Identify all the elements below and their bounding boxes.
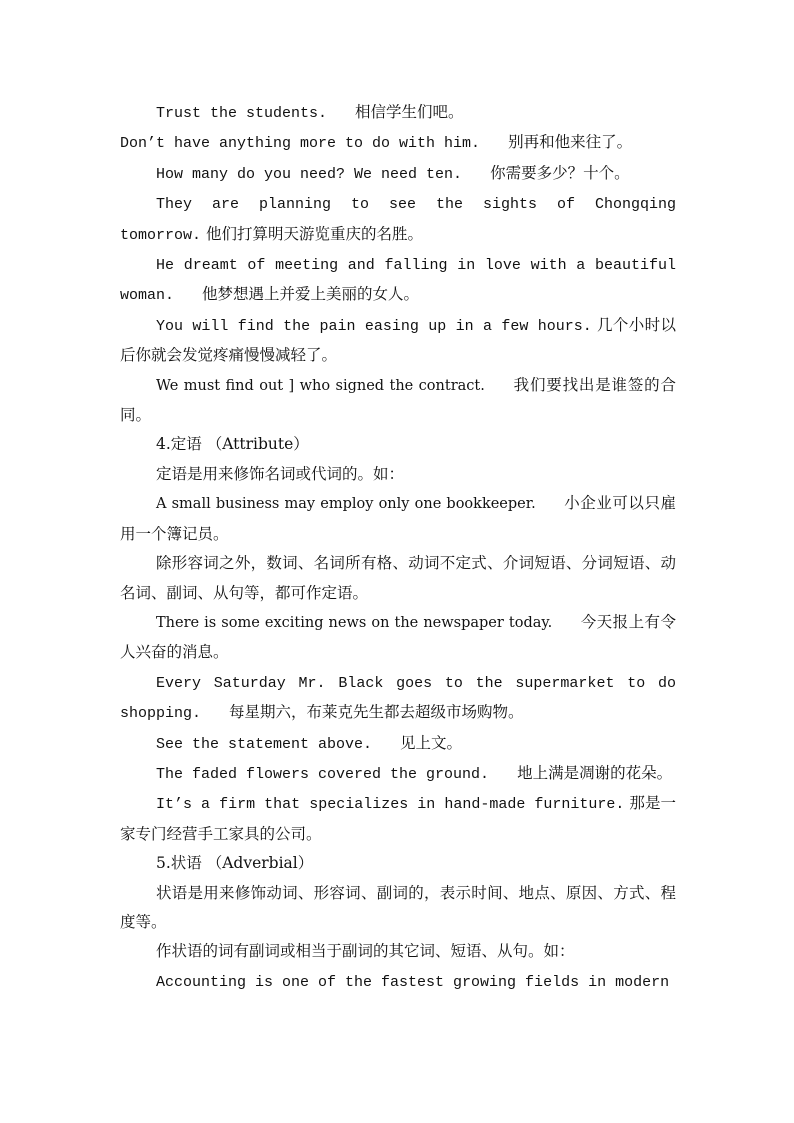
example-sentence — [120, 250, 676, 311]
section-intro: 定语是用来修饰名词或代词的。如： — [156, 464, 405, 483]
example-sentence — [120, 371, 676, 431]
section-intro: 状语是用来修饰动词、形容词、副词的，表示时间、地点、原因、方式、程度等。 — [120, 883, 676, 931]
example-sentence — [120, 159, 676, 189]
english-text: A small business may employ only one bookkeeper. — [156, 496, 536, 513]
example-sentence — [120, 311, 676, 371]
english-text: How many do you need? We need ten. — [156, 165, 463, 183]
chinese-text: 地上满是凋谢的花朵。 — [517, 763, 673, 782]
example-sentence — [120, 729, 676, 759]
chinese-text: 你需要多少？十个。 — [490, 163, 630, 182]
example-sentence — [120, 789, 676, 849]
section-intro: 作状语的词有副词或相当于副词的其它词、短语、从句。如： — [156, 942, 575, 961]
example-sentence — [120, 668, 676, 729]
example-sentence — [120, 608, 676, 668]
example-sentence — [120, 759, 676, 789]
section-heading-attribute: 4.定语 （Attribute） — [156, 435, 309, 454]
english-text: The faded flowers covered the ground. — [156, 765, 490, 783]
english-text: There is some exciting news on the newspaper today. — [156, 614, 553, 631]
english-text: You will find the pain easing up in a few hours. — [156, 317, 592, 335]
chinese-text: 每星期六，布莱克先生都去超级市场购物。 — [229, 703, 524, 722]
chinese-text: 他梦想遇上并爱上美丽的女人。 — [202, 285, 420, 304]
english-text: Don’t have anything more to do with him. — [120, 135, 481, 153]
chinese-text: 小企业可以只雇用一个簿记员。 — [120, 494, 676, 543]
chinese-text: 相信学生们吧。 — [355, 103, 464, 121]
example-sentence — [120, 189, 676, 250]
example-sentence — [120, 128, 676, 158]
explanation-paragraph: 除形容词之外，数词、名词所有格、动词不定式、介词短语、分词短语、动名词、副词、从句等，都可作定语。 — [120, 554, 676, 602]
english-text: He dreamt of meeting and falling in love with a beautiful woman. — [120, 257, 676, 305]
chinese-text: 我们要找出是谁签的合同。 — [120, 375, 676, 425]
chinese-text: 今天报上有令人兴奋的消息。 — [120, 612, 676, 662]
chinese-text: 别再和他来往了。 — [508, 133, 633, 152]
example-sentence — [120, 967, 676, 997]
chinese-text: 他们打算明天游览重庆的名胜。 — [205, 224, 423, 243]
example-sentence — [120, 98, 676, 128]
english-text: We must find out ] who signed the contract. — [156, 377, 485, 394]
english-text: Trust the students. — [156, 105, 328, 122]
english-text: They are planning to see the sights of Chongqing tomorrow. — [120, 196, 676, 244]
english-text: Accounting is one of the fastest growing fields in modern — [156, 973, 670, 991]
section-heading-adverbial: 5.状语 （Adverbial） — [156, 854, 314, 873]
document-page — [120, 98, 676, 997]
english-text: It’s a firm that specializes in hand-made furniture. — [156, 796, 625, 814]
english-text: Every Saturday Mr. Black goes to the supermarket to do shopping. — [120, 674, 676, 723]
example-sentence — [120, 489, 676, 549]
chinese-text: 见上文。 — [400, 733, 463, 752]
chinese-text: 几个小时以后你就会发觉疼痛慢慢减轻了。 — [120, 315, 676, 365]
english-text: See the statement above. — [156, 735, 373, 753]
chinese-text: 那是一家专门经营手工家具的公司。 — [120, 794, 676, 843]
